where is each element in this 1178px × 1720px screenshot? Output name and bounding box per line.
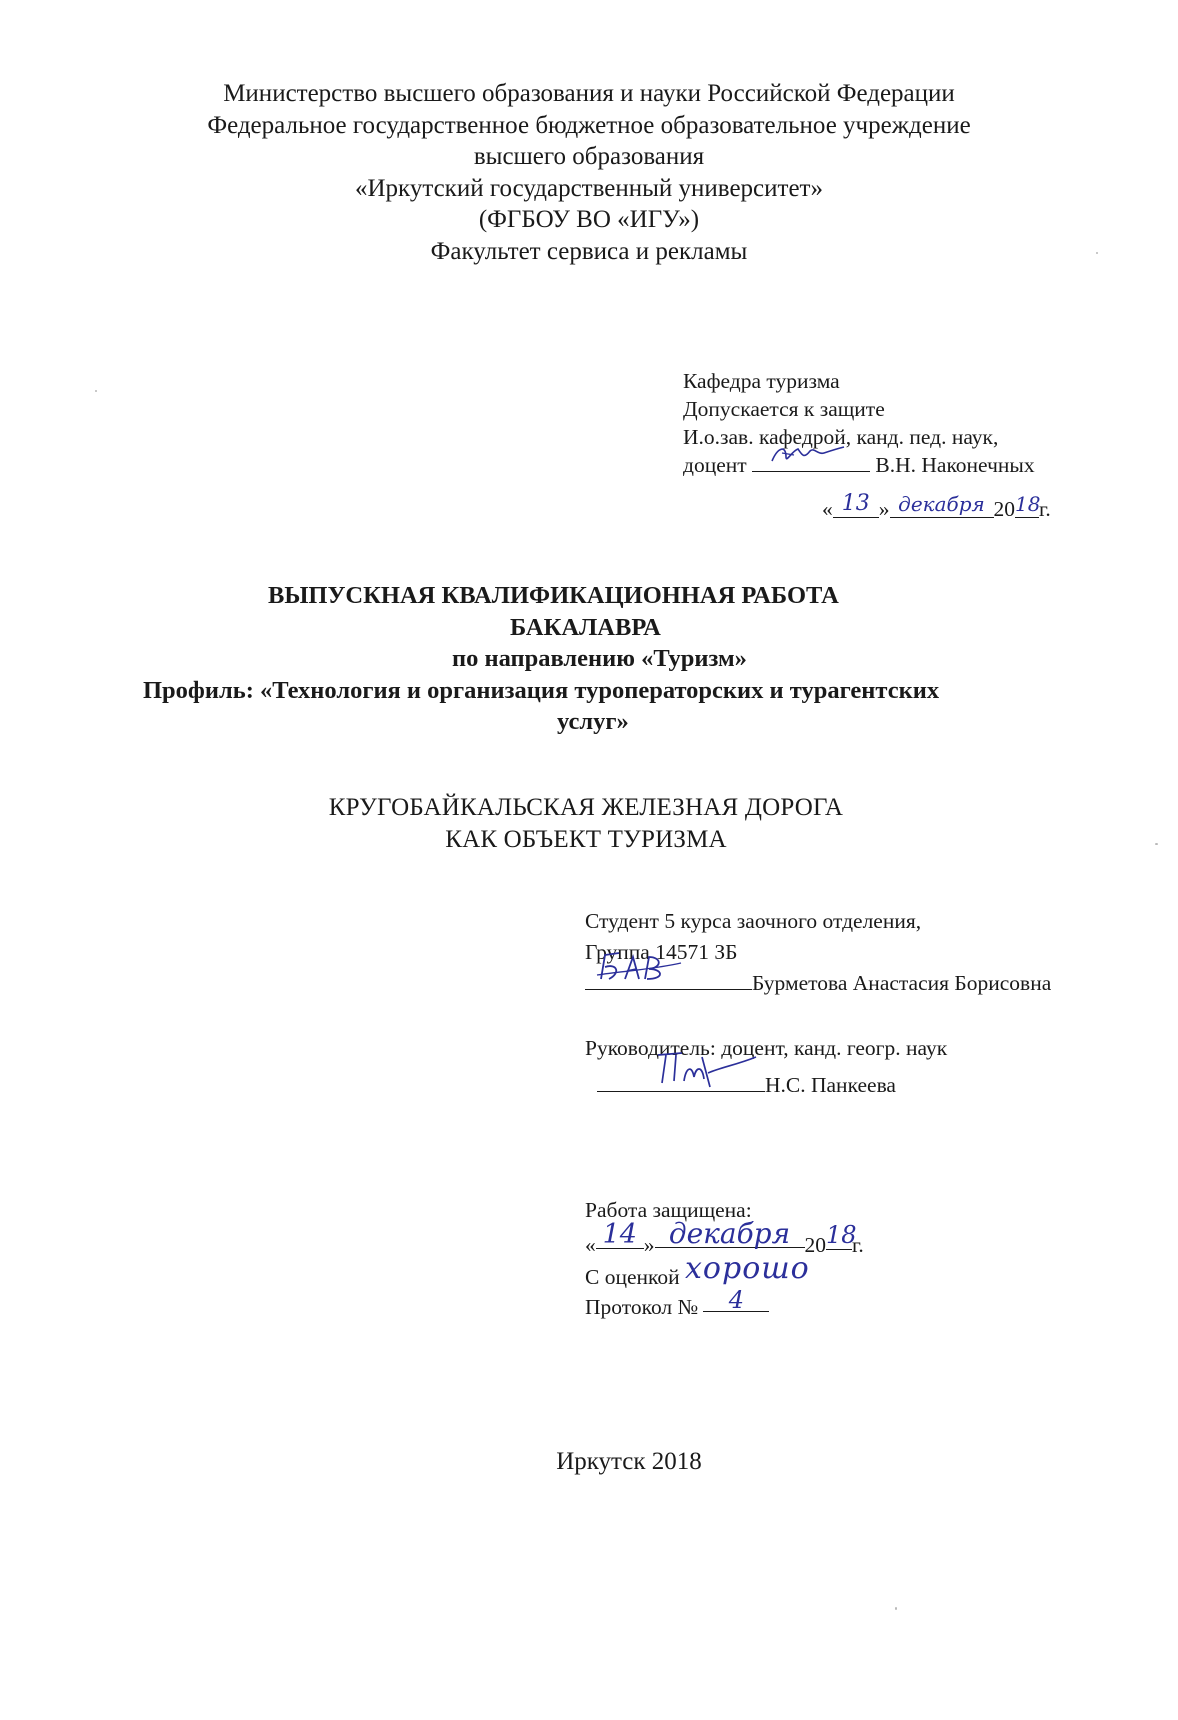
defense-date-open-quote: « xyxy=(585,1233,596,1257)
student-block xyxy=(585,906,1145,999)
protocol-line xyxy=(585,1286,1105,1323)
supervisor-signature xyxy=(652,1047,762,1097)
head-signature-line xyxy=(683,451,1143,479)
approval-date-year: 18 xyxy=(1015,492,1041,516)
institution-type-line: Федеральное государственное бюджетное образовательное учреждение xyxy=(207,111,971,139)
approval-date-day-blank xyxy=(833,491,879,518)
head-signature xyxy=(768,441,848,471)
thesis-topic-line-1: КРУГОБАЙКАЛЬСКАЯ ЖЕЛЕЗНАЯ ДОРОГА xyxy=(328,794,844,821)
supervisor-block xyxy=(585,1033,1145,1107)
supervisor-title: Руководитель: доцент, канд. геогр. наук xyxy=(585,1036,948,1060)
approval-date-day: 13 xyxy=(841,491,870,516)
ministry-line: Министерство высшего образования и науки Российской Федерации xyxy=(223,80,955,107)
department-label: Кафедра туризма xyxy=(683,369,840,393)
student-course: Студент 5 курса заочного отделения, xyxy=(585,909,922,933)
profile-line-end: услуг» xyxy=(557,708,629,735)
defense-date-month-blank xyxy=(655,1217,805,1250)
head-position: доцент xyxy=(683,453,747,477)
grade-line xyxy=(585,1251,1105,1291)
supervisor-signature-line xyxy=(585,1070,1145,1107)
approval-date-year-unit: г. xyxy=(1039,497,1051,521)
student-signature xyxy=(595,949,685,989)
head-title: И.о.зав. кафедрой, канд. пед. наук, xyxy=(683,425,999,449)
defense-label: Работа защищена: xyxy=(585,1198,752,1222)
student-group: Группа 14571 ЗБ xyxy=(585,940,738,964)
city-year-text: Иркутск 2018 xyxy=(556,1448,702,1475)
approval-date-close-quote: » xyxy=(878,497,890,521)
thesis-topic xyxy=(0,792,1178,855)
defense-date-day: 14 xyxy=(602,1219,637,1250)
degree-title: БАКАЛАВРА xyxy=(510,613,661,641)
student-signature-blank xyxy=(585,969,752,990)
defense-block xyxy=(585,1195,1105,1323)
thesis-topic-line-2: КАК ОБЪЕКТ ТУРИЗМА xyxy=(445,825,727,853)
scan-speck xyxy=(895,1607,897,1610)
grade-value: хорошо xyxy=(685,1251,810,1286)
approval-block xyxy=(683,367,1143,479)
defense-date-year-blank xyxy=(826,1221,857,1250)
protocol-number: 4 xyxy=(728,1286,745,1314)
approval-date-year-blank xyxy=(1015,492,1041,518)
defense-date-close-quote: » xyxy=(643,1233,655,1257)
defense-date xyxy=(585,1217,1105,1259)
admitted-label: Допускается к защите xyxy=(683,397,885,421)
approval-date xyxy=(822,491,1051,522)
protocol-number-blank xyxy=(703,1286,769,1314)
student-name: Бурметова Анастасия Борисовна xyxy=(752,971,1052,995)
institution-header xyxy=(0,78,1178,267)
work-title-block xyxy=(0,580,1178,738)
work-type-title: ВЫПУСКНАЯ КВАЛИФИКАЦИОННАЯ РАБОТА xyxy=(268,582,839,609)
defense-date-day-blank xyxy=(596,1219,644,1250)
defense-date-year: 18 xyxy=(826,1221,857,1249)
grade-label: С оценкой xyxy=(585,1265,680,1289)
scan-speck xyxy=(95,390,97,392)
defense-date-month: декабря xyxy=(668,1217,791,1250)
approval-date-open-quote: « xyxy=(822,497,833,521)
university-name-line: «Иркутский государственный университет» xyxy=(355,174,823,202)
supervisor-name: Н.С. Панкеева xyxy=(765,1073,896,1097)
protocol-label: Протокол № xyxy=(585,1295,699,1319)
supervisor-signature-blank xyxy=(597,1071,765,1092)
faculty-line: Факультет сервиса и рекламы xyxy=(430,237,748,265)
head-name: В.Н. Наконечных xyxy=(875,453,1035,477)
city-year xyxy=(0,1448,1178,1476)
approval-date-year-prefix: 20 xyxy=(993,497,1015,521)
profile-line: Профиль: «Технология и организация туроператорских и турагентских xyxy=(143,676,940,704)
approval-date-month: декабря xyxy=(898,492,985,516)
university-abbr-line: (ФГБОУ ВО «ИГУ») xyxy=(478,206,700,233)
approval-date-month-blank xyxy=(890,492,994,518)
defense-date-year-unit: г. xyxy=(852,1233,864,1257)
defense-date-year-prefix: 20 xyxy=(804,1233,826,1257)
student-signature-line xyxy=(585,968,1145,999)
direction-line: по направлению «Туризм» xyxy=(452,645,747,672)
head-signature-blank xyxy=(752,451,870,472)
education-level-line: высшего образования xyxy=(473,143,705,170)
